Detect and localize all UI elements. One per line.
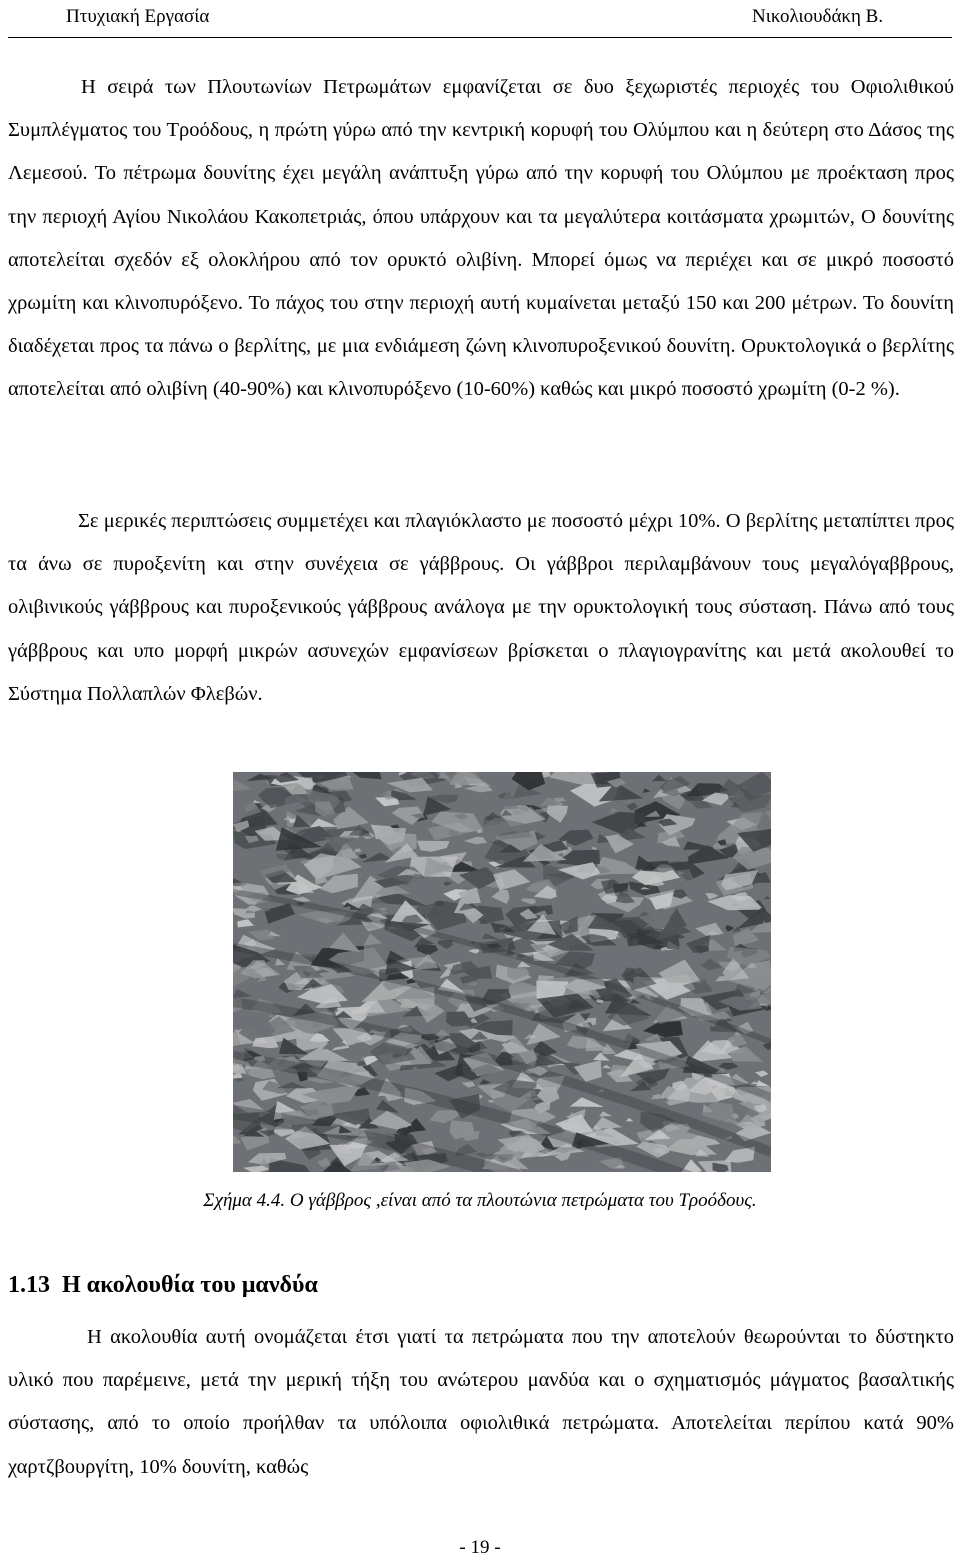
rock-photo-image (233, 772, 771, 1172)
section-heading (8, 1272, 318, 1299)
paragraph-mantle-sequence: Η ακολουθία αυτή ονομάζεται έτσι γιατί τα πετρώματα που την αποτελούν θεωρούνται το δύστηκτο υλικό που παρέμεινε, μετά την μερική τήξη του ανώτερου μανδύα και ο σχηματισμός μάγματος βασαλτικής σύστασης, από το οποίο προήλθαν τα υπόλοιπα οφιολιθικά πετρώματα. Αποτελείται περίπου κατά 90% χαρτζβουργίτη, 10% δουνίτη, καθώς (8, 1326, 954, 1478)
paragraph-wehrlite-gabbro: Σε μερικές περιπτώσεις συμμετέχει και πλαγιόκλαστο με ποσοστό μέχρι 10%. Ο βερλίτης μεταπίπτει προς τα άνω σε πυροξενίτη και στην συνέχεια σε γάββρους. Οι γάββροι περιλαμβάνουν τους μεγαλόγαββρους, ολιβινικούς γάββρους και πυροξενικούς γάββρους ανάλογα με την ορυκτολογική τους σύσταση. Πάνω από τους γάββρους και υπο μορφή μικρών ασυνεχών εμφανίσεων βρίσκεται ο πλαγιογρανίτης και μετά ακολουθεί το Σύστημα Πολλαπλών Φλεβών. (8, 510, 954, 705)
paragraph-plutonic-series: Η σειρά των Πλουτωνίων Πετρωμάτων εμφανίζεται σε δυο ξεχωριστές περιοχές του Οφιολιθικού Συμπλέγματος του Τροόδους, η πρώτη γύρω από την κεντρική κορυφή του Ολύμπου και η δεύτερη στο Δάσος της Λεμεσού. Το πέτρωμα δουνίτης έχει μεγάλη ανάπτυξη γύρω από την κορυφή του Ολύμπου με προέκταση προς την περιοχή Αγίου Νικολάου Κακοπετριάς, όπου υπάρχουν και τα μεγαλύτερα κοιτάσματα χρωμιτών, Ο δουνίτης αποτελείται σχεδόν εξ ολοκλήρου από τον ορυκτό ολιβίνη. Μπορεί όμως να περιέχει και σε μικρό ποσοστό χρωμίτη και κλινοπυρόξενο. Το πάχος του στην περιοχή αυτή κυμαίνεται μεταξύ 150 και 200 μέτρων. Το δουνίτη διαδέχεται προς τα πάνω ο βερλίτης, με μια ενδιάμεση ζώνη κλινοπυροξενικού δουνίτη. Ορυκτολογικά ο βερλίτης αποτελείται από ολιβίνη (40-90%) και κλινοπυρόξενο (10-60%) καθώς και μικρό ποσοστό χρωμίτη (0-2 %). (8, 76, 954, 401)
section-number: 1.13 (8, 1272, 50, 1298)
header-rule (8, 37, 952, 38)
section-title: Η ακολουθία του μανδύα (62, 1272, 318, 1298)
header-author: Νικολιουδάκη Β. (752, 6, 884, 27)
figure-rock-photo (233, 772, 771, 1172)
figure-caption: Σχήμα 4.4. Ο γάββρος ,είναι από τα πλουτώνια πετρώματα του Τροόδους. (203, 1190, 757, 1211)
page-number: - 19 - (459, 1537, 501, 1558)
page-header (0, 0, 960, 40)
header-left-title: Πτυχιακή Εργασία (66, 6, 210, 27)
